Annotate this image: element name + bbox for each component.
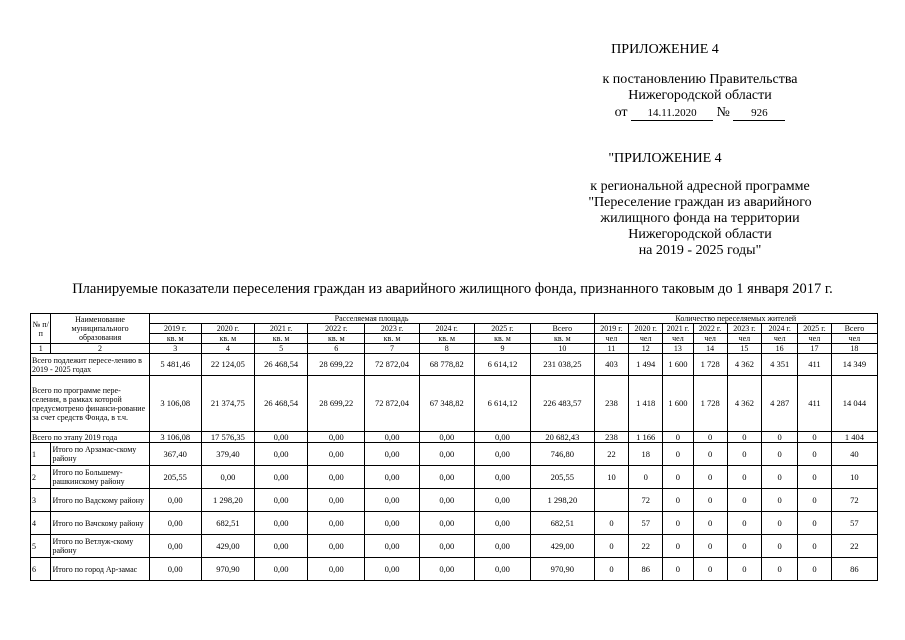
header-area-year: 2019 г.: [149, 324, 201, 334]
area-value: 0,00: [419, 443, 474, 466]
decree-date: 14.11.2020: [631, 107, 713, 121]
area-value: 0,00: [365, 512, 419, 535]
header-area-year: 2021 г.: [254, 324, 307, 334]
area-value: 22 124,05: [201, 354, 254, 376]
people-value: 1 166: [629, 432, 663, 443]
row-name: Всего подлежит пересе-лению в 2019 - 2025 годах: [31, 354, 150, 376]
area-value: 0,00: [365, 466, 419, 489]
people-value: 57: [831, 512, 877, 535]
row-name: Итого по Вадскому району: [51, 489, 149, 512]
area-value: 0,00: [254, 512, 307, 535]
people-value: 0: [727, 512, 762, 535]
people-value: 0: [663, 432, 694, 443]
header-people-year: 2020 г.: [629, 324, 663, 334]
program-line-4: Нижегородской области: [628, 227, 772, 242]
header-people-year: 2024 г.: [762, 324, 798, 334]
decree-line-2: Нижегородской области: [628, 88, 772, 103]
area-value: 429,00: [531, 535, 594, 558]
area-value: 0,00: [419, 489, 474, 512]
area-value: 0,00: [474, 432, 530, 443]
people-value: 0: [693, 432, 727, 443]
people-value: 0: [727, 558, 762, 581]
header-people-unit: чел: [594, 334, 629, 344]
table-row: [31, 443, 878, 466]
area-value: 6 614,12: [474, 376, 530, 432]
people-value: 4 362: [727, 376, 762, 432]
people-value: 72: [831, 489, 877, 512]
people-value: 0: [693, 558, 727, 581]
people-value: 0: [693, 443, 727, 466]
people-value: 0: [762, 489, 798, 512]
people-value: 72: [629, 489, 663, 512]
people-value: 0: [762, 512, 798, 535]
area-value: 970,90: [201, 558, 254, 581]
people-value: 0: [798, 535, 832, 558]
area-value: 379,40: [201, 443, 254, 466]
people-value: 0: [727, 466, 762, 489]
people-value: 10: [594, 466, 629, 489]
area-value: 0,00: [419, 512, 474, 535]
people-value: 1 600: [663, 354, 694, 376]
program-line-3: жилищного фонда на территории: [600, 211, 800, 226]
row-name: Всего по этапу 2019 года: [31, 432, 150, 443]
header-people-year: 2021 г.: [663, 324, 694, 334]
appendix-heading: ПРИЛОЖЕНИЕ 4: [611, 42, 719, 57]
people-value: 411: [798, 354, 832, 376]
header-column-number: 3: [149, 344, 201, 354]
header-row-years: [31, 324, 878, 334]
area-value: 68 778,82: [419, 354, 474, 376]
people-value: 14 044: [831, 376, 877, 432]
header-column-number: 10: [531, 344, 594, 354]
header-municipality: Наименование муниципального образования: [51, 314, 149, 344]
header-column-number: 9: [474, 344, 530, 354]
header-column-number: 14: [693, 344, 727, 354]
decree-number: 926: [733, 107, 785, 121]
header-people-unit: чел: [798, 334, 832, 344]
area-value: 0,00: [308, 558, 365, 581]
area-value: 0,00: [149, 535, 201, 558]
row-number: 1: [31, 443, 51, 466]
row-name: Итого по Большему-рашкинскому району: [51, 466, 149, 489]
area-value: 205,55: [531, 466, 594, 489]
header-people-unit: чел: [629, 334, 663, 344]
area-value: 0,00: [149, 489, 201, 512]
people-value: 0: [594, 558, 629, 581]
row-number: 2: [31, 466, 51, 489]
header-people-unit: чел: [727, 334, 762, 344]
people-value: 403: [594, 354, 629, 376]
area-value: 0,00: [365, 489, 419, 512]
table-row: [31, 432, 878, 443]
people-value: 57: [629, 512, 663, 535]
row-number: 5: [31, 535, 51, 558]
area-value: 72 872,04: [365, 376, 419, 432]
area-value: 21 374,75: [201, 376, 254, 432]
header-column-number: 4: [201, 344, 254, 354]
area-value: 28 699,22: [308, 354, 365, 376]
people-value: 0: [727, 432, 762, 443]
header-column-number: 12: [629, 344, 663, 354]
area-value: 746,80: [531, 443, 594, 466]
row-name: Итого по Вачскому району: [51, 512, 149, 535]
header-area-year: 2020 г.: [201, 324, 254, 334]
people-value: 0: [798, 443, 832, 466]
area-value: 226 483,57: [531, 376, 594, 432]
people-value: 1 494: [629, 354, 663, 376]
header-area-year: 2022 г.: [308, 324, 365, 334]
area-value: 0,00: [308, 443, 365, 466]
program-line-2: "Переселение граждан из аварийного: [588, 195, 812, 210]
area-value: 0,00: [201, 466, 254, 489]
people-value: 0: [762, 466, 798, 489]
header-column-number: 8: [419, 344, 474, 354]
people-value: 86: [831, 558, 877, 581]
header-area-year: 2024 г.: [419, 324, 474, 334]
people-value: 0: [629, 466, 663, 489]
header-row-groups: [31, 314, 878, 324]
people-value: 0: [663, 535, 694, 558]
row-name: Всего по программе пере-селения, в рамках которой предусмотрено финанси-рование за счет средств Фонда, в т.ч.: [31, 376, 150, 432]
header-row-column-numbers: [31, 344, 878, 354]
area-value: 0,00: [149, 558, 201, 581]
people-value: 0: [693, 466, 727, 489]
people-value: 0: [663, 558, 694, 581]
program-line-1: к региональной адресной программе: [590, 179, 810, 194]
header-area-year: Всего: [531, 324, 594, 334]
row-name: Итого по Арзамас-скому району: [51, 443, 149, 466]
table-row: [31, 466, 878, 489]
people-value: 1 404: [831, 432, 877, 443]
header-column-number: 5: [254, 344, 307, 354]
area-value: 0,00: [474, 489, 530, 512]
area-value: 231 038,25: [531, 354, 594, 376]
program-line-5: на 2019 - 2025 годы": [638, 243, 762, 258]
area-value: 0,00: [419, 558, 474, 581]
area-value: 367,40: [149, 443, 201, 466]
area-value: 0,00: [474, 466, 530, 489]
people-value: 0: [798, 466, 832, 489]
header-people-unit: чел: [831, 334, 877, 344]
header-area-year: 2025 г.: [474, 324, 530, 334]
row-number: 3: [31, 489, 51, 512]
header-area-group: Расселяемая площадь: [149, 314, 594, 324]
table-row: [31, 489, 878, 512]
area-value: 17 576,35: [201, 432, 254, 443]
people-value: 0: [693, 535, 727, 558]
people-value: 22: [594, 443, 629, 466]
table-row: [31, 354, 878, 376]
area-value: 5 481,46: [149, 354, 201, 376]
header-area-year: 2023 г.: [365, 324, 419, 334]
area-value: 0,00: [419, 466, 474, 489]
area-value: 72 872,04: [365, 354, 419, 376]
row-name: Итого по город Ар-замас: [51, 558, 149, 581]
area-value: 0,00: [365, 432, 419, 443]
area-value: 0,00: [308, 535, 365, 558]
decree-date-row: [560, 105, 840, 121]
area-value: 0,00: [149, 512, 201, 535]
people-value: 238: [594, 376, 629, 432]
header-people-year: 2019 г.: [594, 324, 629, 334]
people-value: 0: [798, 489, 832, 512]
table-row: [31, 558, 878, 581]
area-value: 0,00: [365, 535, 419, 558]
decree-reference: [560, 72, 840, 121]
table-row: [31, 512, 878, 535]
area-value: 682,51: [201, 512, 254, 535]
area-value: 0,00: [308, 489, 365, 512]
header-column-number: 15: [727, 344, 762, 354]
header-row-units: [31, 334, 878, 344]
area-value: 0,00: [474, 443, 530, 466]
row-number: 4: [31, 512, 51, 535]
people-value: 4 362: [727, 354, 762, 376]
table-row: [31, 535, 878, 558]
people-value: 0: [727, 443, 762, 466]
header-area-unit: кв. м: [201, 334, 254, 344]
area-value: 0,00: [365, 443, 419, 466]
people-value: 18: [629, 443, 663, 466]
header-column-number: 11: [594, 344, 629, 354]
header-area-unit: кв. м: [149, 334, 201, 344]
header-column-number: 6: [308, 344, 365, 354]
area-value: 0,00: [254, 466, 307, 489]
header-area-unit: кв. м: [254, 334, 307, 344]
people-value: 0: [693, 512, 727, 535]
resettlement-table: [30, 313, 878, 581]
people-value: 0: [693, 489, 727, 512]
people-value: 1 418: [629, 376, 663, 432]
area-value: 970,90: [531, 558, 594, 581]
header-people-group: Количество переселяемых жителей: [594, 314, 877, 324]
people-value: 0: [762, 432, 798, 443]
header-area-unit: кв. м: [419, 334, 474, 344]
people-value: 0: [762, 558, 798, 581]
area-value: 0,00: [419, 432, 474, 443]
area-value: 3 106,08: [149, 376, 201, 432]
decree-from-label: от: [614, 105, 628, 120]
people-value: 86: [629, 558, 663, 581]
people-value: 0: [798, 432, 832, 443]
header-column-number: 13: [663, 344, 694, 354]
people-value: 0: [663, 443, 694, 466]
people-value: 4 287: [762, 376, 798, 432]
area-value: 26 468,54: [254, 354, 307, 376]
area-value: 6 614,12: [474, 354, 530, 376]
area-value: 0,00: [474, 535, 530, 558]
header-column-number: 18: [831, 344, 877, 354]
area-value: 0,00: [308, 512, 365, 535]
header-people-year: 2023 г.: [727, 324, 762, 334]
table-body: [31, 314, 878, 581]
header-people-unit: чел: [693, 334, 727, 344]
area-value: 3 106,08: [149, 432, 201, 443]
people-value: 0: [762, 443, 798, 466]
people-value: 10: [831, 466, 877, 489]
people-value: 0: [727, 535, 762, 558]
people-value: 14 349: [831, 354, 877, 376]
header-column-number: 16: [762, 344, 798, 354]
people-value: [594, 489, 629, 512]
area-value: 0,00: [254, 443, 307, 466]
people-value: 1 728: [693, 376, 727, 432]
area-value: 682,51: [531, 512, 594, 535]
people-value: 411: [798, 376, 832, 432]
area-value: 0,00: [254, 432, 307, 443]
people-value: 1 728: [693, 354, 727, 376]
header-column-number: 2: [51, 344, 149, 354]
people-value: 22: [629, 535, 663, 558]
area-value: 0,00: [365, 558, 419, 581]
decree-line-1: к постановлению Правительства: [602, 72, 798, 87]
people-value: 0: [594, 535, 629, 558]
area-value: 0,00: [254, 535, 307, 558]
header-area-unit: кв. м: [308, 334, 365, 344]
area-value: 0,00: [308, 432, 365, 443]
area-value: 0,00: [254, 558, 307, 581]
area-value: 28 699,22: [308, 376, 365, 432]
people-value: 0: [663, 512, 694, 535]
decree-number-label: №: [716, 105, 730, 120]
area-value: 67 348,82: [419, 376, 474, 432]
area-value: 0,00: [474, 512, 530, 535]
area-value: 1 298,20: [531, 489, 594, 512]
area-value: 26 468,54: [254, 376, 307, 432]
header-area-unit: кв. м: [365, 334, 419, 344]
row-number: 6: [31, 558, 51, 581]
people-value: 0: [798, 512, 832, 535]
people-value: 22: [831, 535, 877, 558]
header-people-unit: чел: [762, 334, 798, 344]
header-no: № п/п: [31, 314, 51, 344]
area-value: 0,00: [254, 489, 307, 512]
people-value: 0: [727, 489, 762, 512]
header-area-unit: кв. м: [474, 334, 530, 344]
people-value: 40: [831, 443, 877, 466]
table-row: [31, 376, 878, 432]
program-reference: [540, 179, 860, 259]
header-column-number: 17: [798, 344, 832, 354]
header-people-unit: чел: [663, 334, 694, 344]
page-title: Планируемые показатели переселения граждан из аварийного жилищного фонда, признанного таковым до 1 января 2017 г.: [72, 281, 833, 297]
people-value: 0: [594, 512, 629, 535]
header-people-year: Всего: [831, 324, 877, 334]
people-value: 0: [663, 466, 694, 489]
people-value: 0: [762, 535, 798, 558]
area-value: 0,00: [308, 466, 365, 489]
area-value: 429,00: [201, 535, 254, 558]
header-people-year: 2022 г.: [693, 324, 727, 334]
people-value: 238: [594, 432, 629, 443]
header-column-number: 7: [365, 344, 419, 354]
people-value: 0: [798, 558, 832, 581]
area-value: 1 298,20: [201, 489, 254, 512]
people-value: 0: [663, 489, 694, 512]
header-column-number: 1: [31, 344, 51, 354]
area-value: 20 682,43: [531, 432, 594, 443]
header-area-unit: кв. м: [531, 334, 594, 344]
header-people-year: 2025 г.: [798, 324, 832, 334]
area-value: 0,00: [419, 535, 474, 558]
row-name: Итого по Ветлуж-скому району: [51, 535, 149, 558]
people-value: 1 600: [663, 376, 694, 432]
appendix-quote-heading: "ПРИЛОЖЕНИЕ 4: [608, 151, 722, 166]
area-value: 205,55: [149, 466, 201, 489]
people-value: 4 351: [762, 354, 798, 376]
area-value: 0,00: [474, 558, 530, 581]
